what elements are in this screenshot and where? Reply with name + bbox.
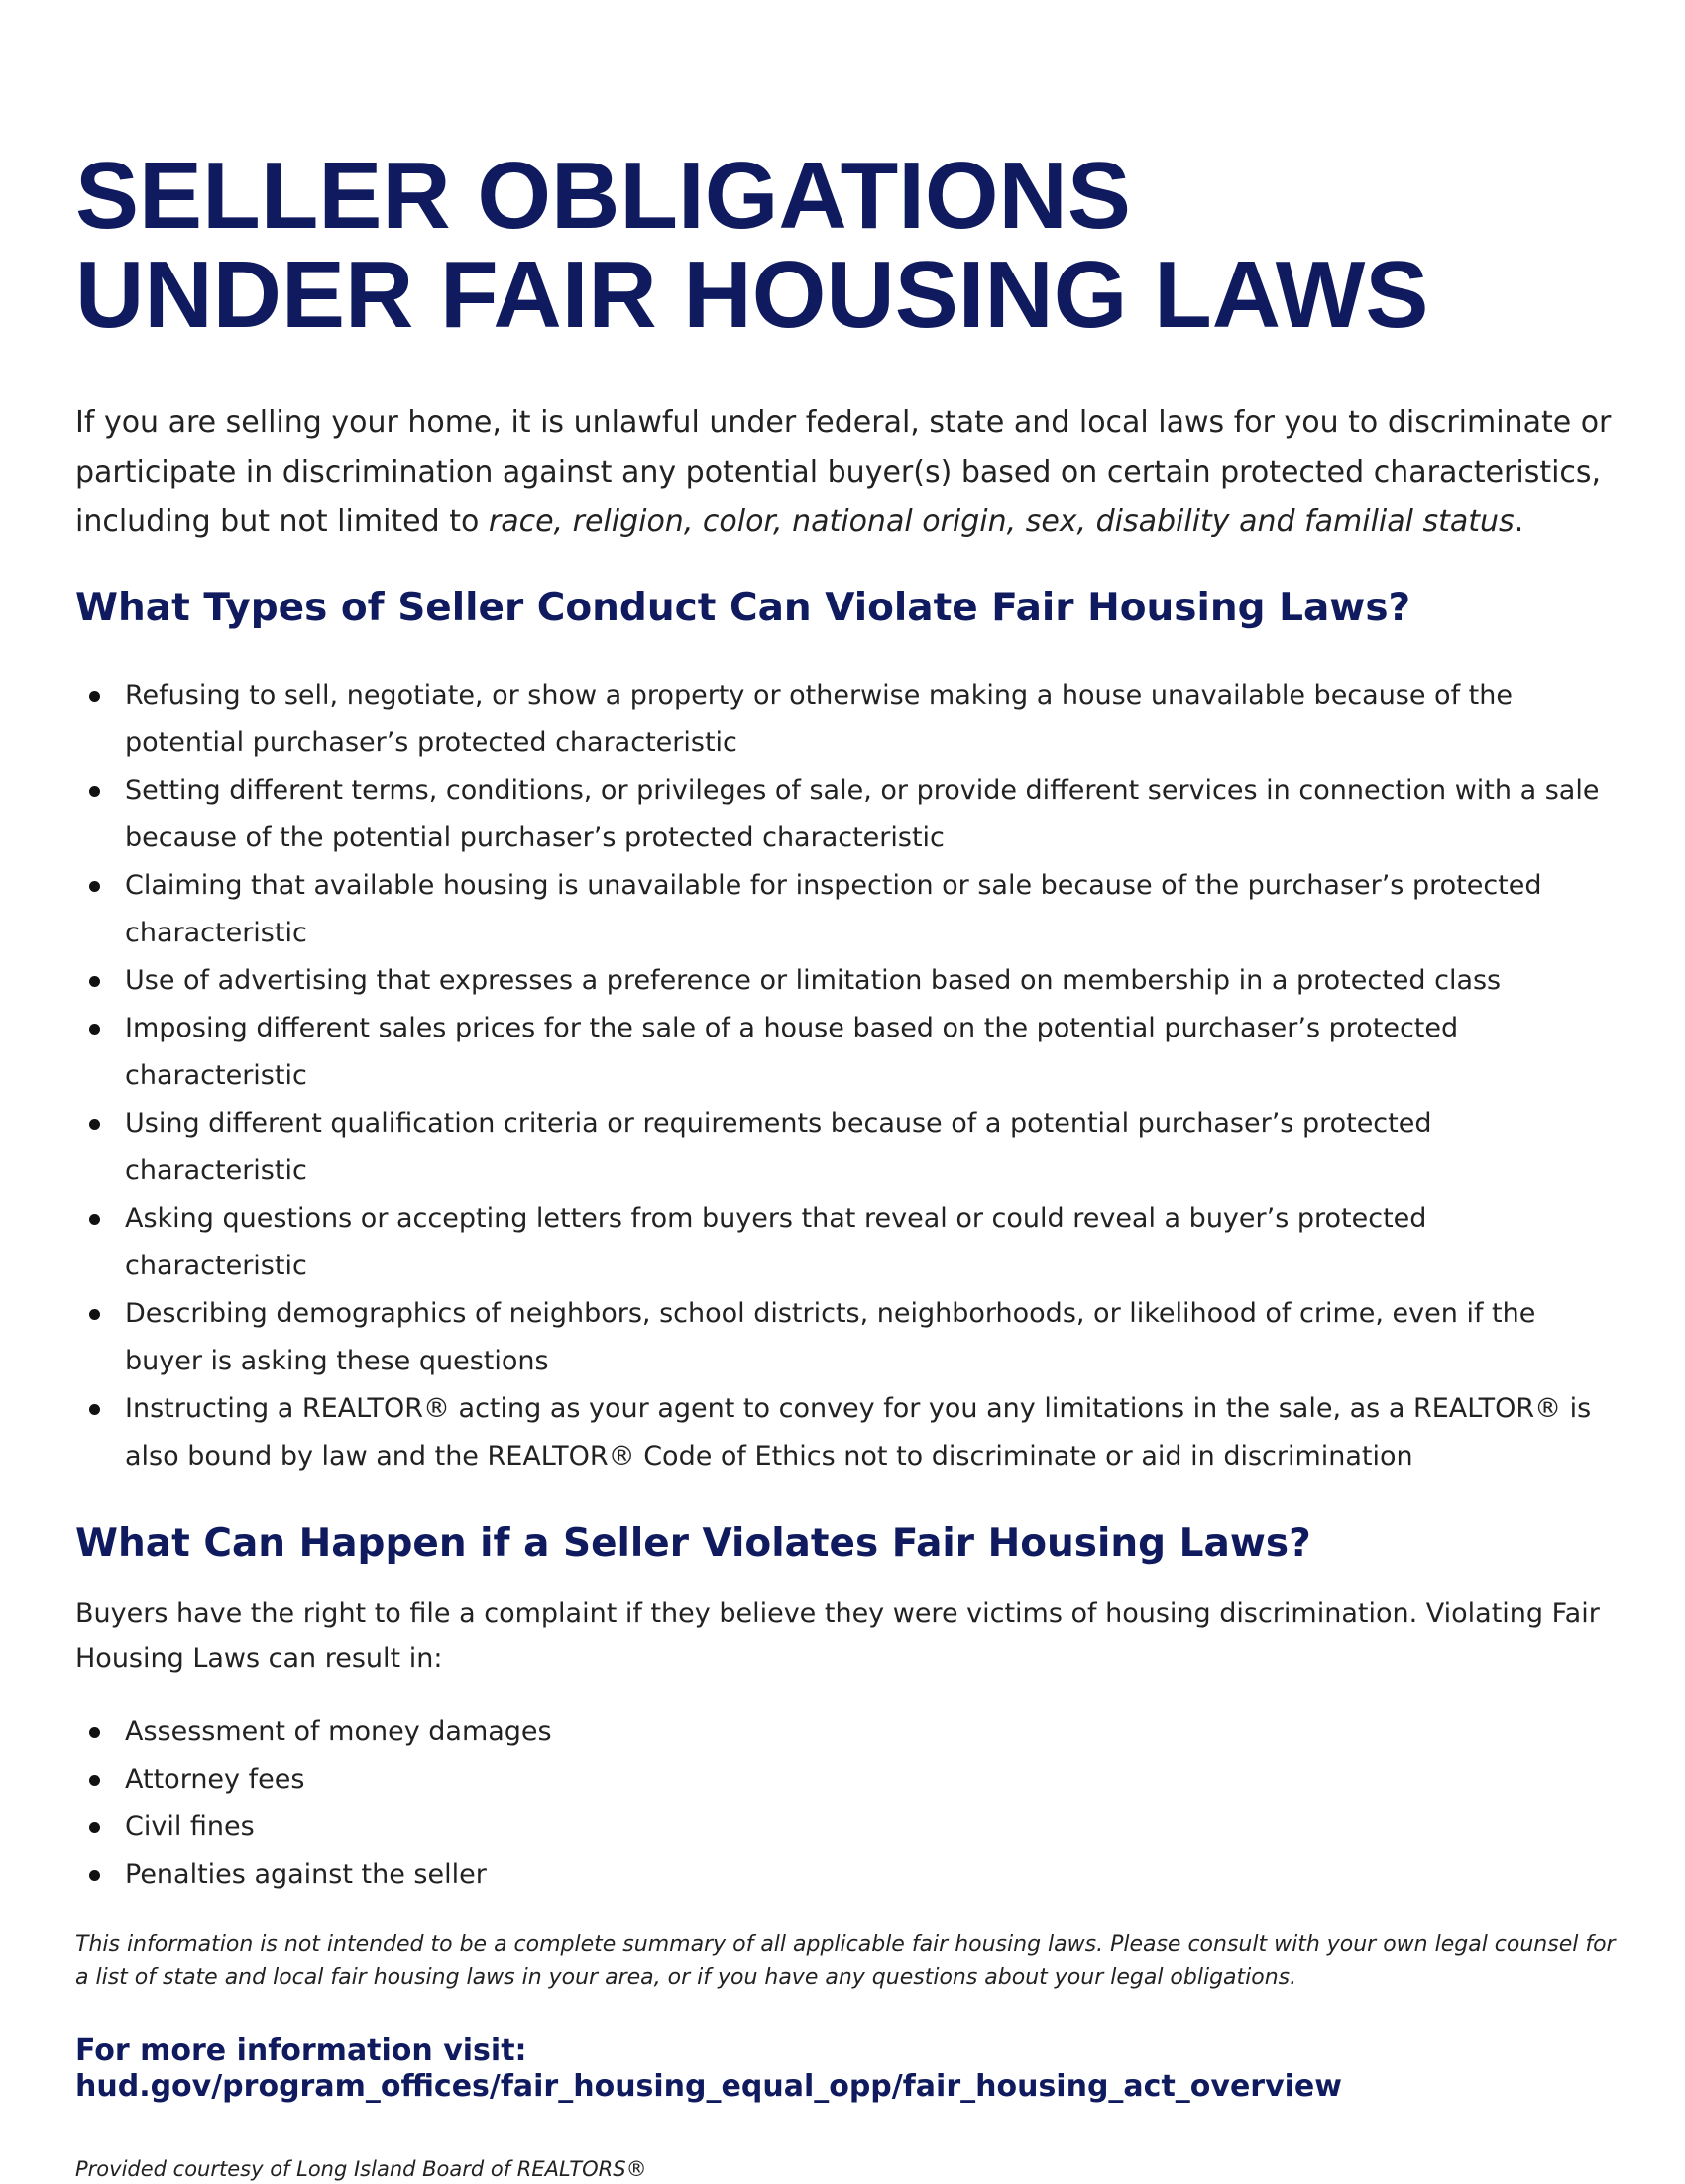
list-item-text: Asking questions or accepting letters from buyers that reveal or could reveal a buyer’s protected characteristic — [125, 1203, 1427, 1281]
title-line-2: UNDER FAIR HOUSING LAWS — [75, 242, 1429, 348]
bullet-icon — [89, 1214, 100, 1225]
title-line-1: SELLER OBLIGATIONS — [75, 143, 1131, 249]
list-item — [75, 1851, 1610, 1899]
consequences-section — [75, 1516, 1610, 1899]
legal-disclaimer: This information is not intended to be a complete summary of all applicable fair housing laws. Please consult with your own legal counsel for a list of state and local fair housing laws in your area, or if you have any questions about your legal obligations. — [75, 1932, 1616, 1990]
bullet-icon — [89, 881, 100, 892]
bullet-icon — [89, 1775, 100, 1786]
page-title — [75, 143, 1610, 348]
list-item-text: Describing demographics of neighbors, school districts, neighborhoods, or likelihood of crime, even if the buyer is asking these questions — [125, 1298, 1536, 1376]
section-heading-consequences: What Can Happen if a Seller Violates Fair Housing Laws? — [75, 1521, 1311, 1566]
list-item-text: Refusing to sell, negotiate, or show a property or otherwise making a house unavailable because of the potential purchaser’s protected characteristic — [125, 680, 1513, 758]
bullet-icon — [89, 1870, 100, 1881]
consequences-list — [75, 1708, 1610, 1899]
list-item-text: Instructing a REALTOR® acting as your agent to convey for you any limitations in the sale, as a REALTOR® is also bound by law and the REALTOR® Code of Ethics not to discriminate or aid in discrimination — [125, 1393, 1592, 1472]
list-item-text: Imposing different sales prices for the sale of a house based on the potential purchaser’s protected characteristic — [125, 1013, 1459, 1091]
bullet-icon — [89, 976, 100, 987]
list-item — [75, 1708, 1610, 1756]
list-item-text: Using different qualification criteria or requirements because of a potential purchaser’s protected characteristic — [125, 1108, 1432, 1186]
bullet-icon — [89, 1727, 100, 1738]
list-item — [75, 1803, 1610, 1851]
list-item-text: Use of advertising that expresses a preference or limitation based on membership in a protected class — [125, 965, 1502, 996]
section-heading-seller-conduct: What Types of Seller Conduct Can Violate Fair Housing Laws? — [75, 586, 1411, 630]
intro-text: If you are selling your home, it is unlawful under federal, state and local laws for you to discriminate or participate in discrimination against any potential buyer(s) based on certain protected characteristics, including but not limited to — [75, 405, 1612, 539]
intro-protected-classes: race, religion, color, national origin, sex, disability and familial status — [488, 504, 1515, 539]
more-info-link[interactable]: hud.gov/program_offices/fair_housing_equal_opp/fair_housing_act_overview — [75, 2069, 1342, 2104]
list-item — [75, 672, 1610, 767]
list-item — [75, 1385, 1610, 1480]
bullet-icon — [89, 786, 100, 797]
list-item — [75, 1290, 1610, 1385]
consequences-paragraph: Buyers have the right to file a complaint if they believe they were victims of housing discrimination. Violating Fair Housing Laws can result in: — [75, 1598, 1600, 1674]
courtesy-footer: Provided courtesy of Long Island Board of REALTORS® — [75, 2157, 647, 2181]
list-item — [75, 862, 1610, 957]
bullet-icon — [89, 1822, 100, 1833]
bullet-icon — [89, 1309, 100, 1320]
list-item-text: Assessment of money damages — [125, 1716, 552, 1747]
list-item-text: Penalties against the seller — [125, 1859, 487, 1890]
list-item — [75, 767, 1610, 862]
list-item — [75, 1005, 1610, 1100]
intro-end: . — [1514, 504, 1524, 539]
more-info-block — [75, 2033, 1610, 2105]
seller-conduct-list — [75, 672, 1610, 1480]
list-item — [75, 957, 1610, 1005]
bullet-icon — [89, 691, 100, 702]
bullet-icon — [89, 1119, 100, 1130]
list-item — [75, 1756, 1610, 1803]
intro-paragraph — [75, 398, 1622, 547]
bullet-icon — [89, 1404, 100, 1415]
more-info-label: For more information visit: — [75, 2033, 527, 2068]
bullet-icon — [89, 1024, 100, 1035]
list-item-text: Civil fines — [125, 1811, 255, 1842]
list-item — [75, 1195, 1610, 1290]
list-item-text: Attorney fees — [125, 1764, 305, 1795]
list-item-text: Claiming that available housing is unavailable for inspection or sale because of the purchaser’s protected characteristic — [125, 870, 1542, 948]
list-item-text: Setting different terms, conditions, or privileges of sale, or provide different services in connection with a sale because of the potential purchaser’s protected characteristic — [125, 775, 1600, 853]
list-item — [75, 1100, 1610, 1195]
